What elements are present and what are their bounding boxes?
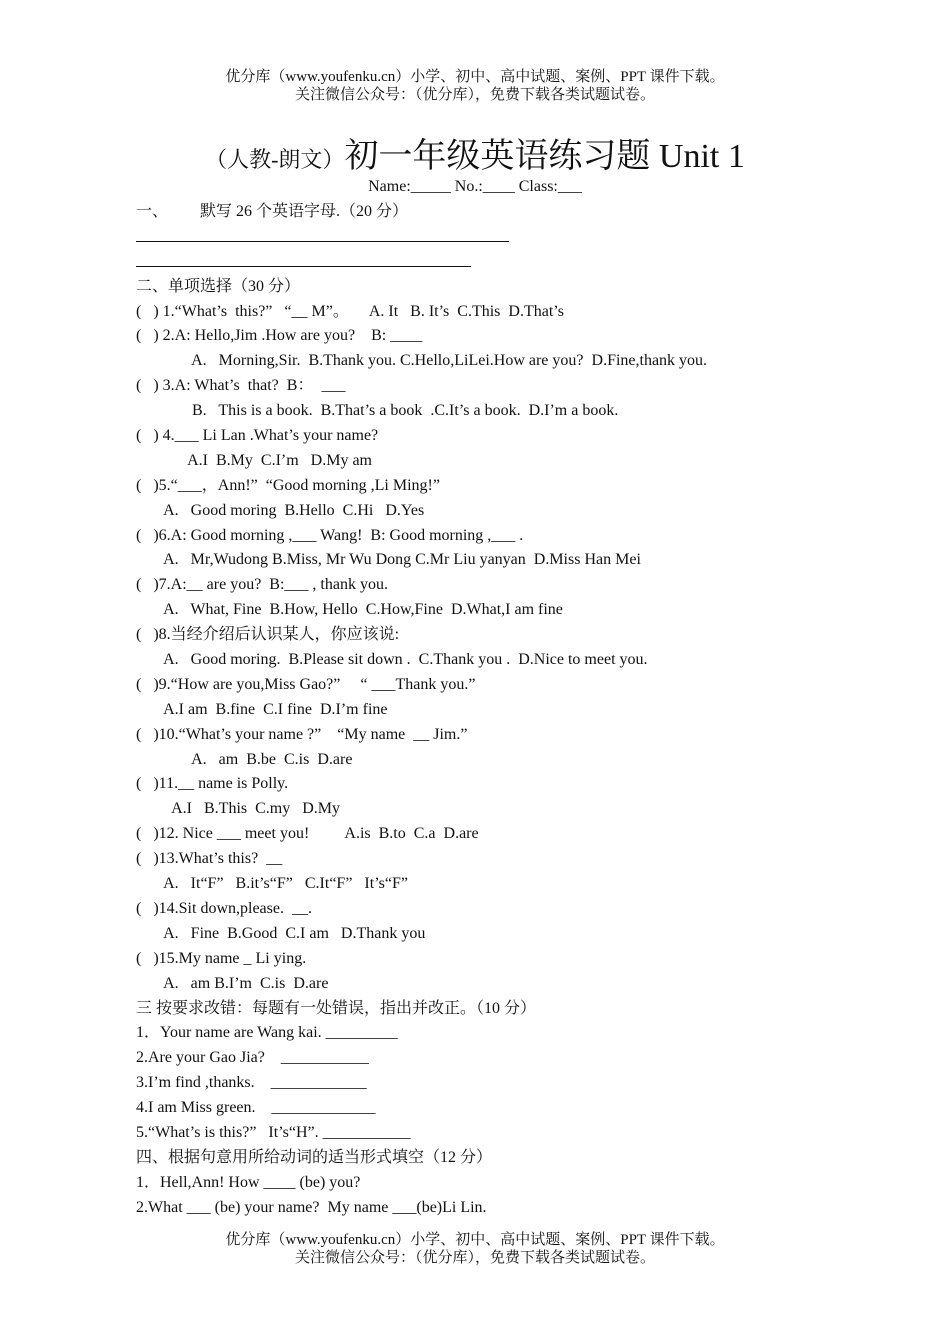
header-line-1: 优分库（www.youfenku.cn）小学、初中、高中试题、案例、PPT 课件下载。: [225, 69, 725, 85]
page-footer: [0, 1231, 950, 1267]
question-9: ( )9.“How are you,Miss Gao?” “ ___Thank you.”: [136, 675, 476, 693]
blank-line: [136, 250, 896, 275]
question-5-options: A. Good moring B.Hello C.Hi D.Yes: [136, 501, 425, 519]
correction-3: 3.I’m find ,thanks. ____________: [136, 1074, 367, 1092]
worksheet-body: [136, 200, 896, 1221]
correction-5: 5.“What’s is this?” It’s“H”. ___________: [136, 1123, 411, 1141]
question-8: ( )8.当经介绍后认识某人，你应该说:: [136, 626, 400, 644]
question-10: ( )10.“What’s your name ?” “My name __ Jim.”: [136, 725, 468, 743]
question-5: ( )5.“___，Ann!” “Good morning ,Li Ming!”: [136, 476, 440, 494]
question-11-options: A.I B.This C.my D.My: [136, 800, 341, 818]
question-14-options: A. Fine B.Good C.I am D.Thank you: [136, 924, 426, 942]
question-3-options: B. This is a book. B.That’s a book .C.It’s a book. D.I’m a book.: [136, 402, 619, 420]
question-3: ( ) 3.A: What’s that? B： ___: [136, 377, 346, 395]
question-13: ( )13.What’s this? __: [136, 850, 283, 868]
question-9-options: A.I am B.fine C.I fine D.I’m fine: [136, 700, 388, 718]
question-6: ( )6.A: Good morning ,___ Wang! B: Good morning ,___ .: [136, 526, 524, 544]
correction-2: 2.Are your Gao Jia? ___________: [136, 1049, 369, 1067]
question-12: ( )12. Nice ___ meet you! A.is B.to C.a D.are: [136, 825, 479, 843]
section-4-heading: 四、根据句意用所给动词的适当形式填空（12 分）: [136, 1148, 493, 1166]
fill-2: 2.What ___ (be) your name? My name ___(be)Li Lin.: [136, 1198, 487, 1216]
question-6-options: A. Mr,Wudong B.Miss, Mr Wu Dong C.Mr Liu yanyan D.Miss Han Mei: [136, 551, 641, 569]
question-14: ( )14.Sit down,please. __.: [136, 899, 312, 917]
question-7: ( )7.A:__ are you? B:___ , thank you.: [136, 576, 388, 594]
question-2-options: A. Morning,Sir. B.Thank you. C.Hello,LiLei.How are you? D.Fine,thank you.: [136, 352, 708, 370]
question-7-options: A. What, Fine B.How, Hello C.How,Fine D.What,I am fine: [136, 601, 563, 619]
footer-line-1: 优分库（www.youfenku.cn）小学、初中、高中试题、案例、PPT 课件下载。: [225, 1232, 725, 1248]
footer-line-2: 关注微信公众号：（优分库），免费下载各类试题试卷。: [294, 1250, 655, 1266]
header-line-2: 关注微信公众号：（优分库），免费下载各类试题试卷。: [294, 87, 655, 103]
question-4: ( ) 4.___ Li Lan .What’s your name?: [136, 427, 379, 445]
correction-1: 1．Your name are Wang kai. _________: [136, 1024, 398, 1042]
fill-1: 1．Hell,Ann! How ____ (be) you?: [136, 1173, 361, 1191]
question-15-options: A. am B.I’m C.is D.are: [136, 974, 329, 992]
question-15: ( )15.My name _ Li ying.: [136, 949, 307, 967]
question-11: ( )11.__ name is Polly.: [136, 775, 289, 793]
student-info: Name:_____ No.:____ Class:___: [368, 178, 582, 195]
page-header: [0, 68, 950, 104]
question-1: ( ) 1.“What’s this?” “__ M”。 A. It B. It’s C.This D.That’s: [136, 302, 564, 320]
blank-line: [136, 225, 896, 250]
section-2-heading: 二、单项选择（30 分）: [136, 277, 301, 295]
question-13-options: A. It“F” B.it’s“F” C.It“F” It’s“F”: [136, 875, 408, 893]
question-2: ( ) 2.A: Hello,Jim .How are you? B: ____: [136, 327, 423, 345]
question-8-options: A. Good moring. B.Please sit down . C.Thank you . D.Nice to meet you.: [136, 651, 648, 669]
section-1-heading: 一、 默写 26 个英语字母.（20 分）: [136, 203, 409, 220]
question-10-options: A. am B.be C.is D.are: [136, 750, 353, 768]
correction-4: 4.I am Miss green. _____________: [136, 1099, 376, 1117]
section-3-heading: 三 按要求改错：每题有一处错误，指出并改正。（10 分）: [136, 999, 537, 1017]
title-main: 初一年级英语练习题 Unit 1: [344, 138, 745, 175]
title-prefix: （人教-朗文）: [205, 147, 345, 172]
page-title: [0, 128, 950, 177]
question-4-options: A.I B.My C.I’m D.My am: [136, 451, 372, 469]
